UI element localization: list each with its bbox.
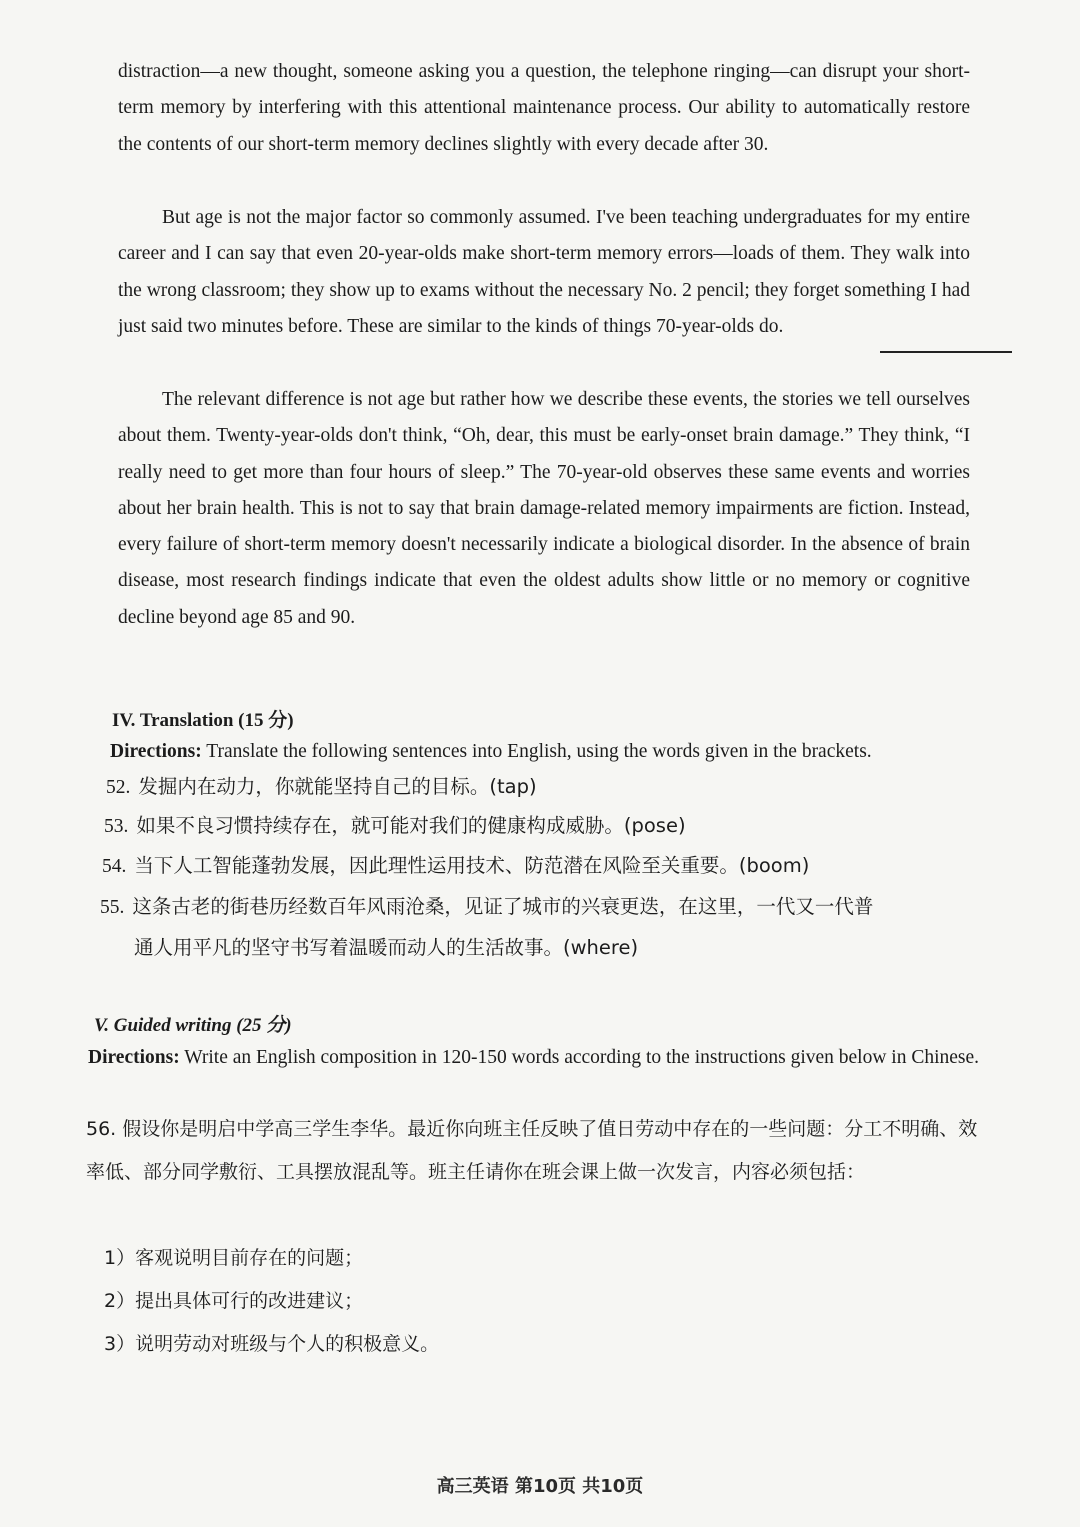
item-text: 如果不良习惯持续存在，就可能对我们的健康构成威胁。(pose) <box>136 814 686 837</box>
passage-paragraph-2: But age is not the major factor so commonly assumed. I've been teaching undergraduates for my entire career and I can say that even 20-year-olds make short-term memory errors—loads of them. They walk into the wrong classroom; they show up to exams without the necessary No. 2 pencil; they forget something I had just said two minutes before. These are similar to the kinds of things 70-year-olds do. <box>118 207 970 337</box>
writing-directions <box>88 1041 982 1075</box>
page-footer: 高三英语 第10页 共10页 <box>436 1476 644 1497</box>
translation-directions-label: Directions: <box>110 741 202 762</box>
writing-directions-label: Directions: <box>88 1047 180 1068</box>
translation-directions <box>110 735 980 769</box>
writing-point-3: 3）说明劳动对班级与个人的积极意义。 <box>104 1333 440 1355</box>
passage-paragraph-3: The relevant difference is not age but rather how we describe these events, the stories we tell ourselves about them. Twenty-year-olds don't think, “Oh, dear, this must be early-onset brain damage.” They think, “I really need to get more than four hours of sleep.” The 70-year-old observes these same events and worries about her brain health. This is not to say that brain damage-related memory impairments are fiction. Instead, every failure of short-term memory doesn't necessarily indicate a biological disorder. In the absence of brain disease, most research findings indicate that even the oldest adults show little or no memory or cognitive decline beyond age 85 and 90. <box>118 389 970 628</box>
item-number: 55. <box>100 897 125 918</box>
translation-item-55 <box>100 887 873 928</box>
item-text: 当下人工智能蓬勃发展，因此理性运用技术、防范潜在风险至关重要。(boom) <box>134 854 810 877</box>
writing-section-title: V. Guided writing (25 分) <box>94 1015 292 1036</box>
writing-point-2: 2）提出具体可行的改进建议； <box>104 1290 364 1312</box>
writing-point-1: 1）客观说明目前存在的问题； <box>104 1247 364 1269</box>
item-number: 53. <box>104 816 129 837</box>
translation-item-54 <box>102 846 809 887</box>
item-number: 52. <box>106 777 131 798</box>
item-text: 通人用平凡的坚守书写着温暖而动人的生活故事。(where) <box>134 936 639 959</box>
translation-section-title: IV. Translation (15 分) <box>112 710 294 731</box>
translation-directions-text: Translate the following sentences into English, using the words given in the brackets. <box>206 741 872 762</box>
underline-mark <box>880 351 1012 353</box>
item-text: 发掘内在动力，你就能坚持自己的目标。(tap) <box>138 775 537 798</box>
item-text: 这条古老的街巷历经数百年风雨沧桑，见证了城市的兴衰更迭，在这里，一代又一代普 <box>132 895 874 918</box>
translation-item-53 <box>104 806 686 847</box>
translation-item-52 <box>106 767 537 808</box>
item-number: 54. <box>102 856 127 877</box>
writing-prompt: 56. 假设你是明启中学高三学生李华。最近你向班主任反映了值日劳动中存在的一些问题：分工不明确、效率低、部分同学敷衍、工具摆放混乱等。班主任请你在班会课上做一次发言，内容必须包括： <box>86 1118 978 1183</box>
translation-item-55-continued <box>134 928 638 968</box>
writing-directions-text: Write an English composition in 120-150 words according to the instructions given below in Chinese. <box>184 1047 980 1068</box>
passage-paragraph-1: distraction—a new thought, someone asking you a question, the telephone ringing—can disrupt your short-term memory by interfering with this attentional maintenance process. Our ability to automatically restore the contents of our short-term memory declines slightly with every decade after 30. <box>118 61 970 155</box>
